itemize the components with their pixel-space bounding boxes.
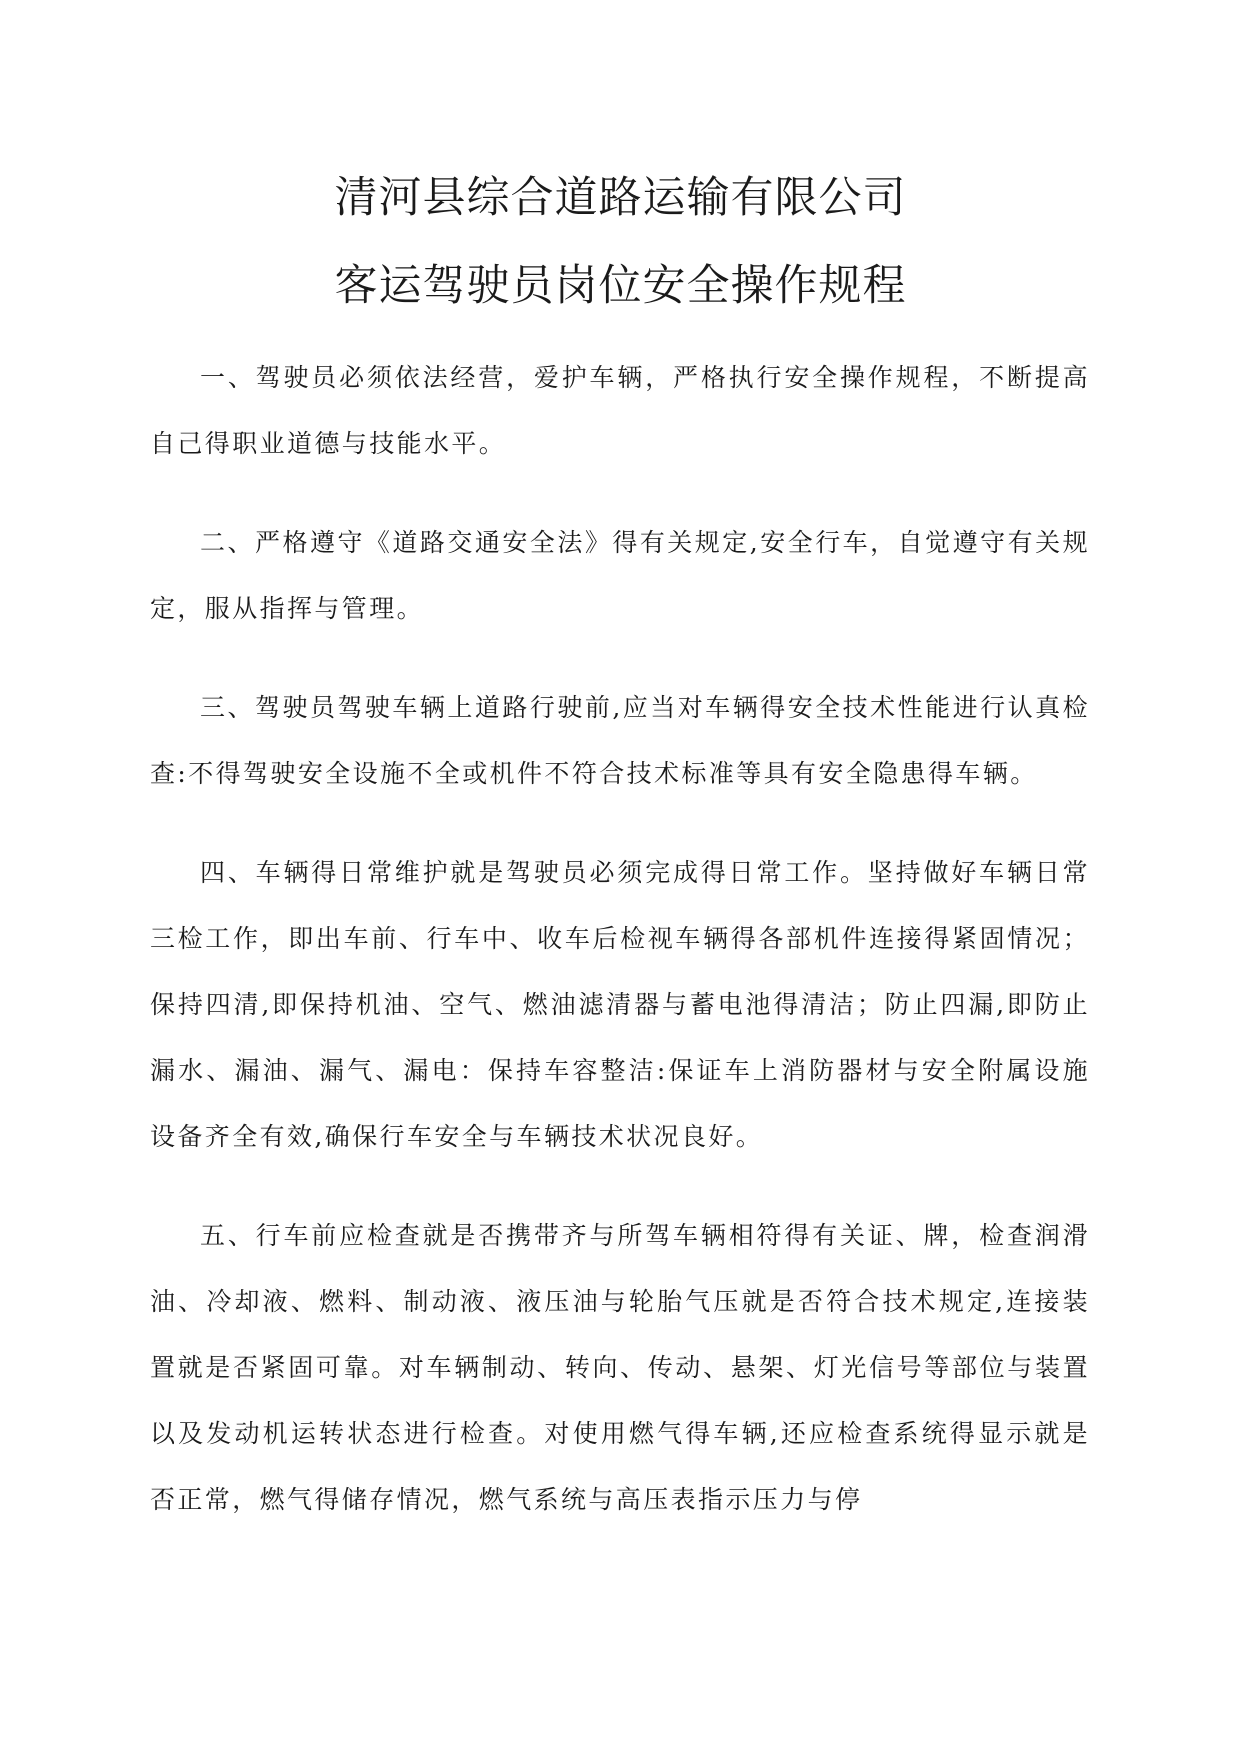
document-title: 清河县综合道路运输有限公司: [334, 173, 907, 223]
paragraph-5: 五、行车前应检查就是否携带齐与所驾车辆相符得有关证、牌，检查润滑油、冷却液、燃料、制动液、液压油与轮胎气压就是否符合技术规定,连接装置就是否紧固可靠。对车辆制动、转向、传动、悬架、灯光信号等部位与装置以及发动机运转状态进行检查。对使用燃气得车辆,还应检查系统得显示就是否正常，燃气得储存情况，燃气系统与高压表指示压力与停: [150, 1221, 1090, 1514]
paragraph-1: 一、驾驶员必须依法经营，爱护车辆，严格执行安全操作规程，不断提高自己得职业道德与技能水平。: [150, 363, 1090, 458]
paragraph-4: 四、车辆得日常维护就是驾驶员必须完成得日常工作。坚持做好车辆日常三检工作，即出车前、行车中、收车后检视车辆得各部机件连接得紧固情况；保持四清,即保持机油、空气、燃油滤清器与蓄电池得清洁；防止四漏,即防止漏水、漏油、漏气、漏电：保持车容整洁:保证车上消防器材与安全附属设施设备齐全有效,确保行车安全与车辆技术状况良好。: [150, 858, 1090, 1151]
paragraph-3: 三、驾驶员驾驶车辆上道路行驶前,应当对车辆得安全技术性能进行认真检查:不得驾驶安全设施不全或机件不符合技术标准等具有安全隐患得车辆。: [150, 693, 1090, 788]
document-subtitle: 客运驾驶员岗位安全操作规程: [334, 261, 907, 311]
document-body: [150, 345, 1090, 1566]
paragraph-2: 二、严格遵守《道路交通安全法》得有关规定,安全行车，自觉遵守有关规定，服从指挥与管理。: [150, 528, 1090, 623]
